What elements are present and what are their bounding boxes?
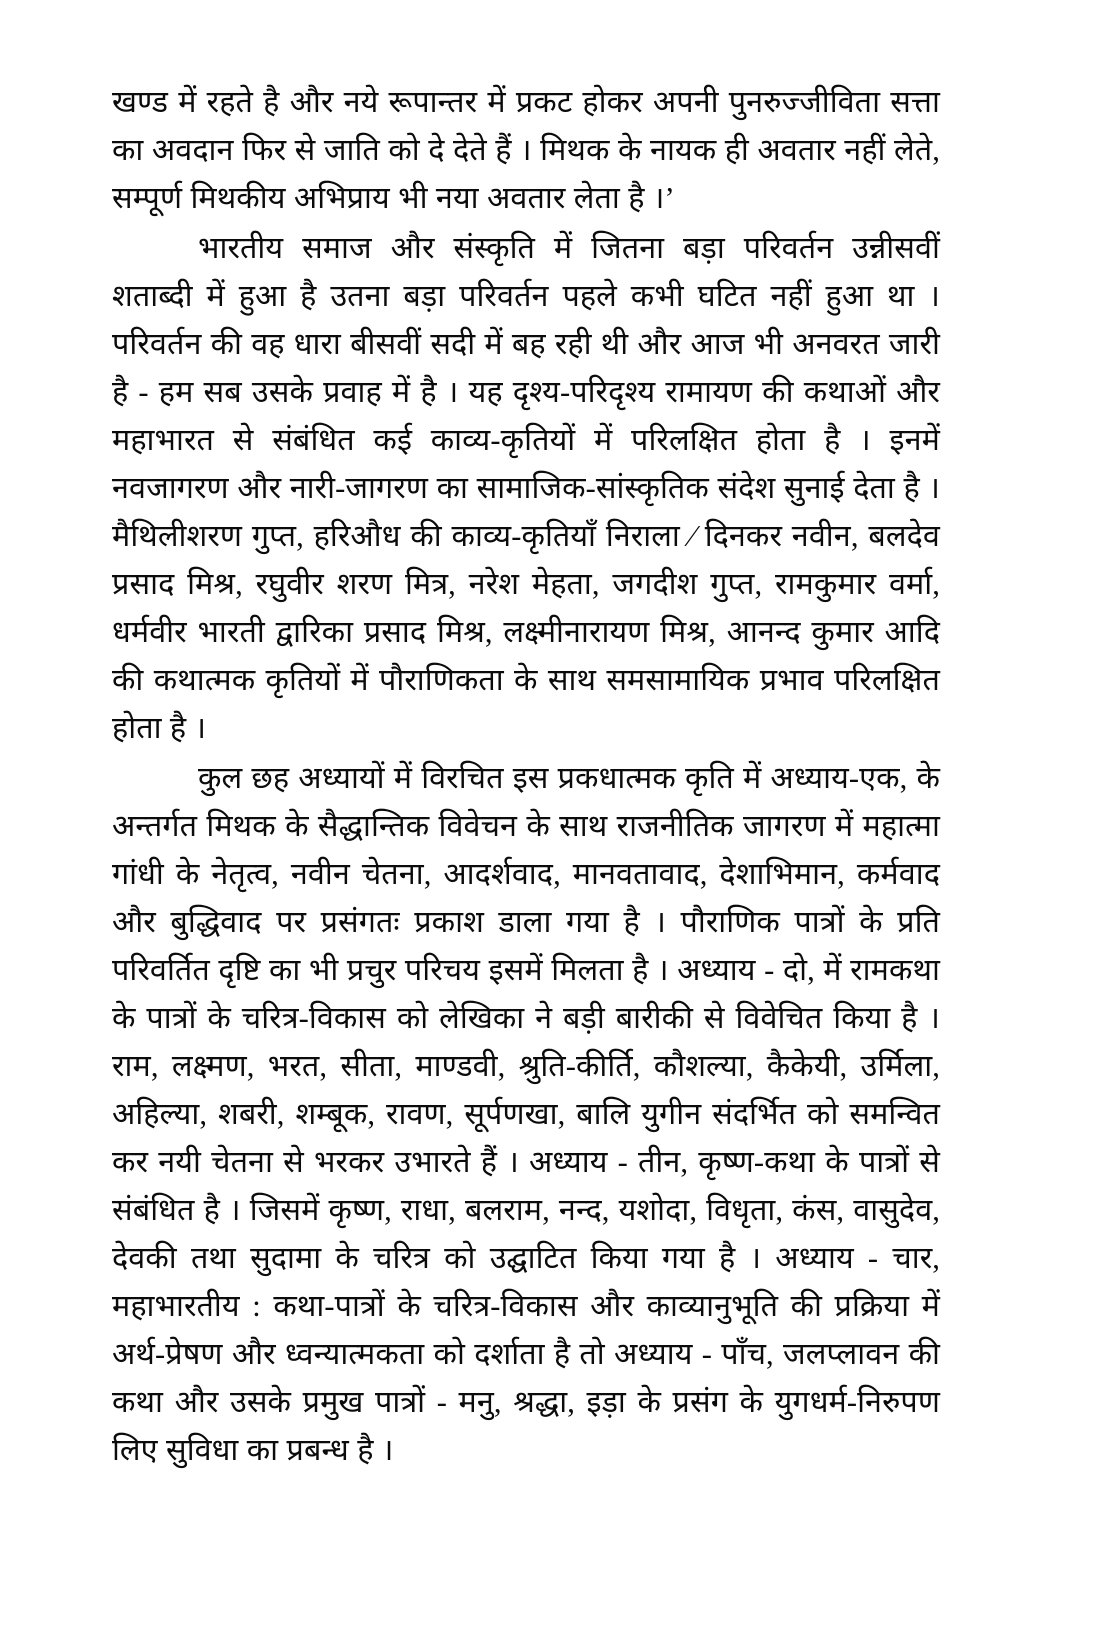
paragraph-2: भारतीय समाज और संस्कृति में जितना बड़ा परिवर्तन उन्नीसवीं शताब्दी में हुआ है उतना बड़ा परिवर्तन पहले कभी घटित नहीं हुआ था । परिवर्तन की वह धारा बीसवीं सदी में बह रही थी और आज भी अनवरत जारी है - हम सब उसके प्रवाह में है । यह दृश्य-परिदृश्य रामायण की कथाओं और महाभारत से संबंधित कई काव्य-कृतियों में परिलक्षित होता है । इनमें नवजागरण और नारी-जागरण का सामाजिक-सांस्कृतिक संदेश सुनाई देता है । मैथिलीशरण गुप्त, हरिऔध की काव्य-कृतियाँ निराला ⁄ दिनकर नवीन, बलदेव प्रसाद मिश्र, रघुवीर शरण मित्र, नरेश मेहता, जगदीश गुप्त, रामकुमार वर्मा, धर्मवीर भारती द्वारिका प्रसाद मिश्र, लक्ष्मीनारायण मिश्र, आनन्द कुमार आदि की कथात्मक कृतियों में पौराणिकता के साथ समसामायिक प्रभाव परिलक्षित होता है । (112, 231, 940, 745)
body-text-column (112, 78, 940, 1476)
paragraph-1: खण्ड में रहते है और नये रूपान्तर में प्रकट होकर अपनी पुनरुज्जीविता सत्ता का अवदान फिर से जाति को दे देते हैं । मिथक के नायक ही अवतार नहीं लेते, सम्पूर्ण मिथकीय अभिप्राय भी नया अवतार लेता है ।’ (112, 85, 940, 215)
paragraph-3: कुल छह अध्यायों में विरचित इस प्रकधात्मक कृति में अध्याय-एक, के अन्तर्गत मिथक के सैद्धान्तिक विवेचन के साथ राजनीतिक जागरण में महात्मा गांधी के नेतृत्व, नवीन चेतना, आदर्शवाद, मानवतावाद, देशाभिमान, कर्मवाद और बुद्धिवाद पर प्रसंगतः प्रकाश डाला गया है । पौराणिक पात्रों के प्रति परिवर्तित दृष्टि का भी प्रचुर परिचय इसमें मिलता है । अध्याय - दो, में रामकथा के पात्रों के चरित्र-विकास को लेखिका ने बड़ी बारीकी से विवेचित किया है । राम, लक्ष्मण, भरत, सीता, माण्डवी, श्रुति-कीर्ति, कौशल्या, कैकेयी, उर्मिला, अहिल्या, शबरी, शम्बूक, रावण, सूर्पणखा, बालि युगीन संदर्भित को समन्वित कर नयी चेतना से भरकर उभारते हैं । अध्याय - तीन, कृष्ण-कथा के पात्रों से संबंधित है । जिसमें कृष्ण, राधा, बलराम, नन्द, यशोदा, विधृता, कंस, वासुदेव, देवकी तथा सुदामा के चरित्र को उद्घाटित किया गया है । अध्याय - चार, महाभारतीय : कथा-पात्रों के चरित्र-विकास और काव्यानुभूति की प्रक्रिया में अर्थ-प्रेषण और ध्वन्यात्मकता को दर्शाता है तो अध्याय - पाँच, जलप्लावन की कथा और उसके प्रमुख पात्रों - मनु, श्रद्धा, इड़ा के प्रसंग के युगधर्म-निरुपण लिए सुविधा का प्रबन्ध है । (112, 761, 940, 1467)
